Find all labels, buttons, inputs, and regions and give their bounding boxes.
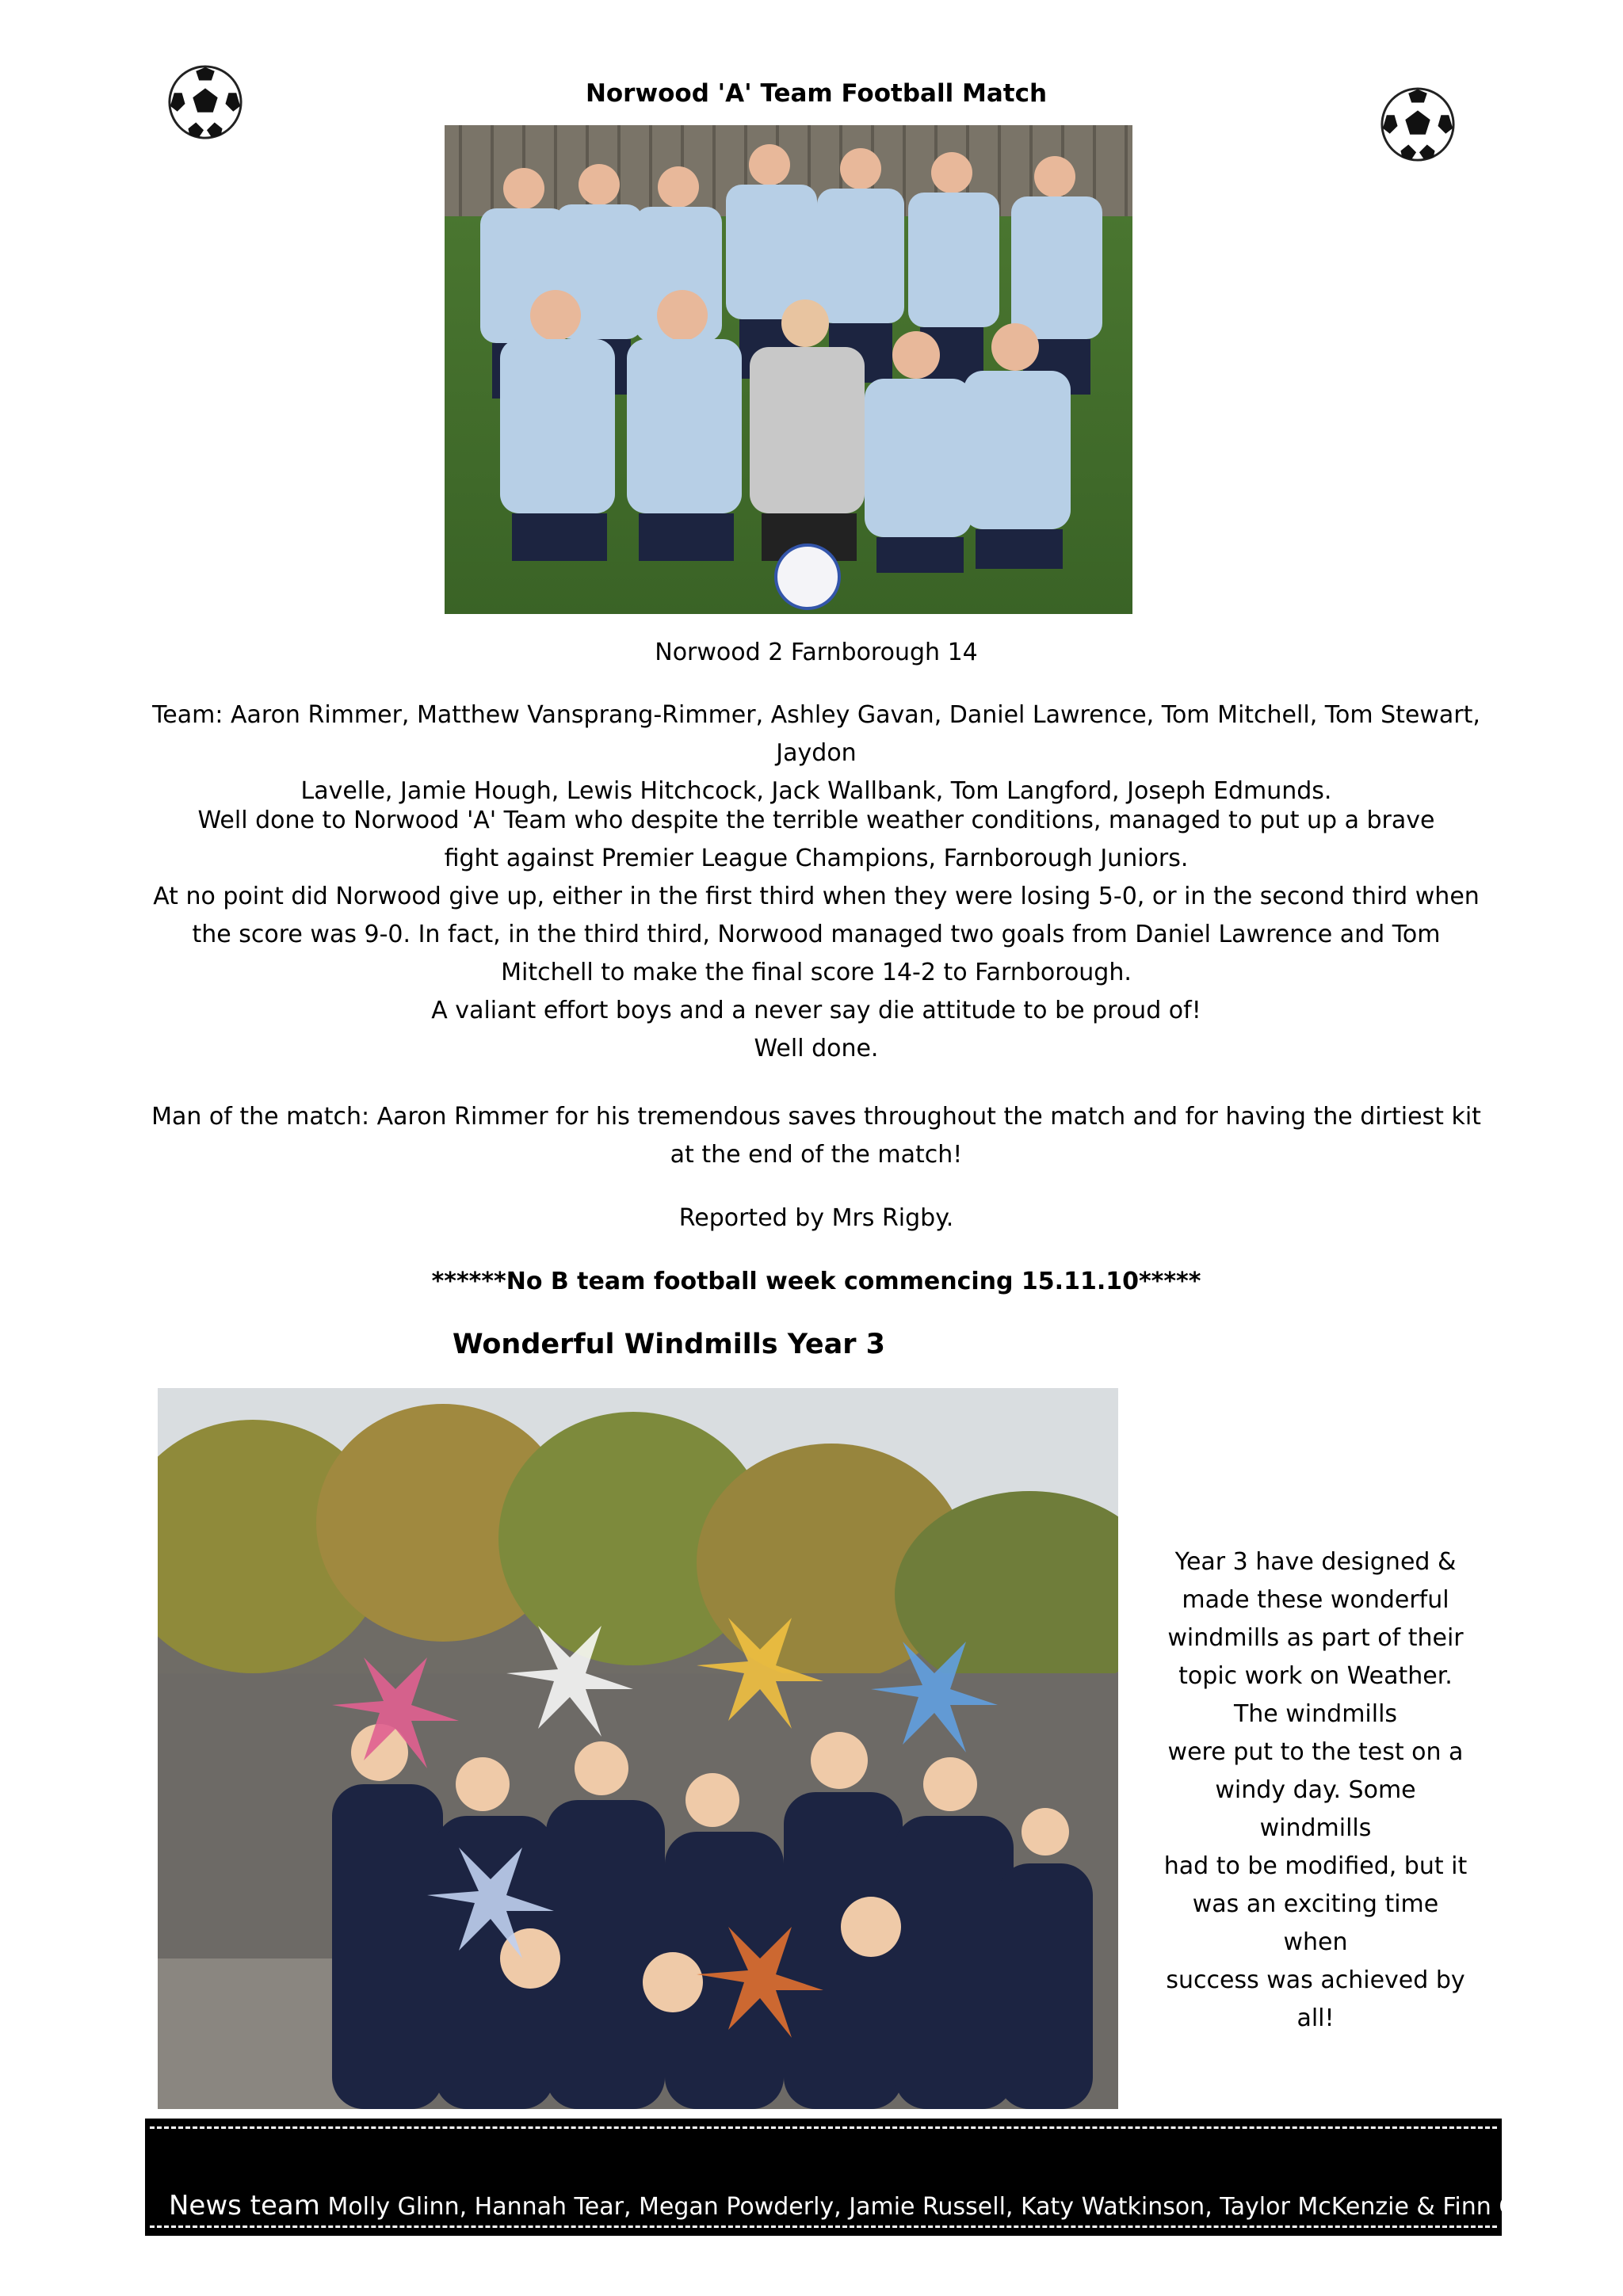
team-list-line: Lavelle, Jamie Hough, Lewis Hitchcock, Jack Wallbank, Tom Langford, Joseph Edmunds. (300, 777, 1332, 805)
report-paragraph: Well done to Norwood 'A' Team who despite the terrible weather conditions, managed to put up a brave fight against Premier League Champions, Farnborough Juniors. (197, 807, 1435, 872)
description-line: was an exciting time when (1192, 1890, 1439, 1956)
footer-divider (150, 2225, 1497, 2228)
windmills-description (1157, 1543, 1474, 2038)
match-score: Norwood 2 Farnborough 14 (655, 639, 978, 666)
team-photo (445, 125, 1132, 614)
news-team-label: News team (169, 2190, 320, 2222)
description-line: all! (1296, 2004, 1335, 2032)
team-list-line: Team: Aaron Rimmer, Matthew Vansprang-Rimmer, Ashley Gavan, Daniel Lawrence, Tom Mitchell, Tom Stewart, Jaydon (152, 701, 1480, 767)
match-report (143, 802, 1490, 1068)
description-line: Year 3 have designed & (1174, 1548, 1457, 1576)
description-line: had to be modified, but it (1163, 1852, 1468, 1880)
windmills-title: Wonderful Windmills Year 3 (453, 1329, 886, 1360)
description-line: topic work on Weather. (1178, 1662, 1453, 1690)
report-paragraph: A valiant effort boys and a never say die attitude to be proud of! (431, 997, 1201, 1024)
report-paragraph: At no point did Norwood give up, either in the first third when they were losing 5-0, or in the second third when the score was 9-0. In fact, in the third third, Norwood managed two goals from Daniel Lawrence and Tom Mitchell to make the final score 14-2 to Farnborough. (153, 883, 1480, 986)
description-line: success was achieved by (1166, 1966, 1465, 1994)
description-line: were put to the test on a (1167, 1738, 1464, 1766)
report-paragraph: Well done. (754, 1035, 879, 1062)
news-team-names: Molly Glinn, Hannah Tear, Megan Powderly, Jamie Russell, Katy Watkinson, Taylor McKenzie & Finn Cromack (327, 2193, 1604, 2221)
description-line: The windmills (1233, 1700, 1398, 1728)
news-team-credit (169, 2190, 1604, 2222)
description-line: windmills as part of their (1167, 1624, 1464, 1652)
man-of-the-match: Man of the match: Aaron Rimmer for his tremendous saves throughout the match and for having the dirtiest kit at the end of the match! (151, 1103, 1481, 1169)
windmills-photo (158, 1388, 1118, 2109)
match-title: Norwood 'A' Team Football Match (585, 79, 1048, 108)
footer-divider (150, 2126, 1497, 2129)
description-line: made these wonderful (1182, 1586, 1449, 1614)
team-list (143, 696, 1490, 810)
b-team-notice: ******No B team football week commencing 15.11.10***** (431, 1268, 1201, 1295)
news-team-footer (145, 2119, 1604, 2236)
description-line: windy day. Some windmills (1215, 1776, 1416, 1842)
reporter-credit: Reported by Mrs Rigby. (678, 1204, 954, 1232)
